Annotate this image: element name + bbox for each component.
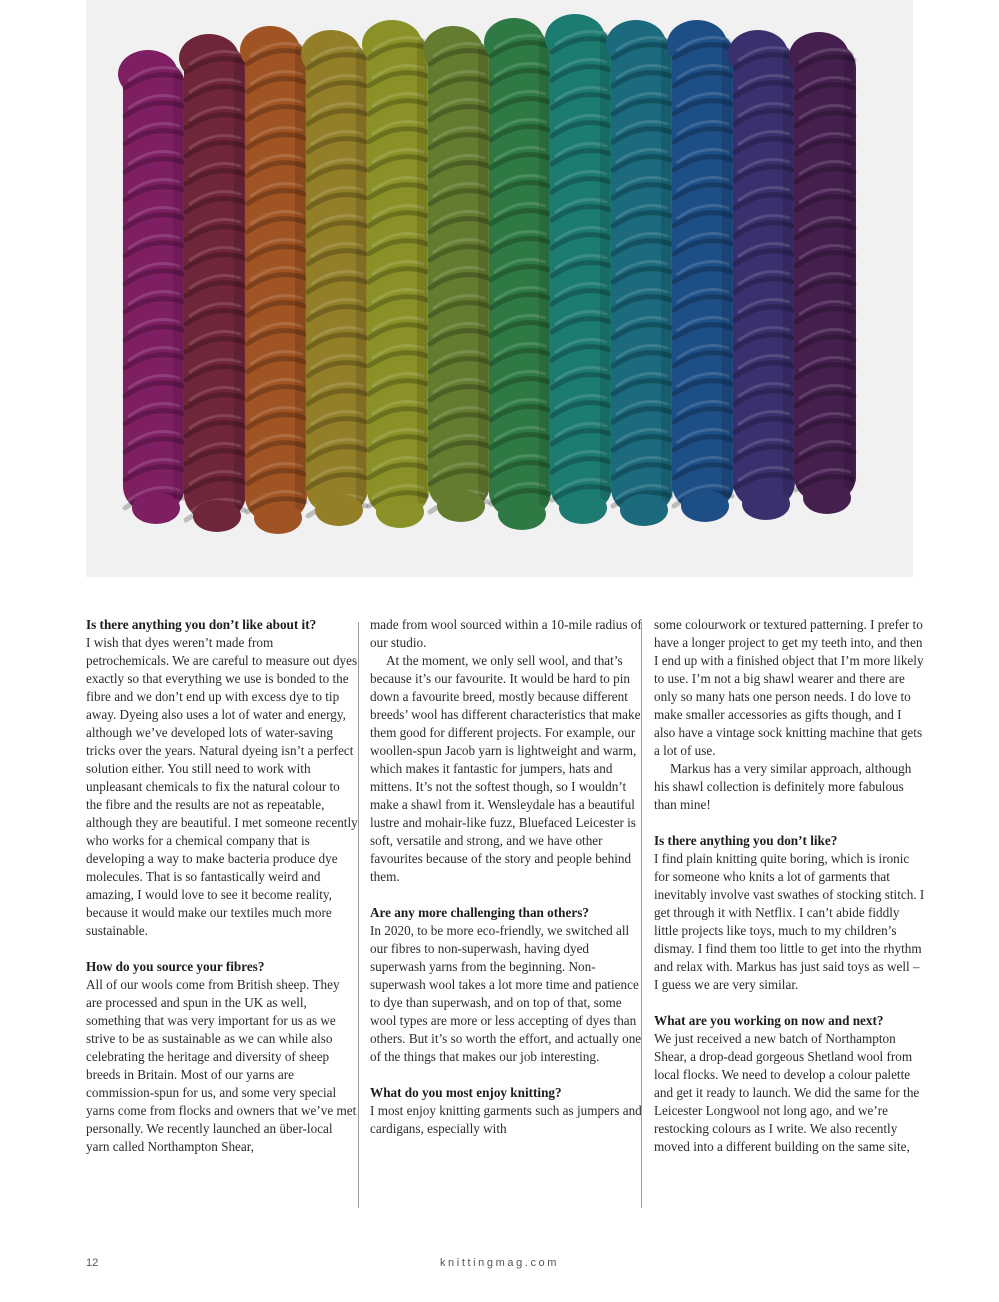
yarn-skein <box>484 18 551 530</box>
answer-paragraph: All of our wools come from British sheep. They are processed and spun in the UK as well, something that was very important for us as we strive to be as sustainable as we can while also celebrating the heritage and diversity of sheep breeds in Britain. Most of our yarns are commission-spun for us, and some very special yarns come from flocks and owners that we’ve met personally. We recently launched an über-local yarn called Northampton Shear, <box>86 977 357 1154</box>
answer-paragraph: At the moment, we only sell wool, and that’s because it’s our favourite. It would be hard to pin down a favourite breed, mostly because different breeds’ wool has different characteristics that make them good for different projects. For example, our woollen-spun Jacob yarn is lightweight and warm, which makes it fantastic for jumpers, hats and mittens. It’s not the softest though, so I wouldn’t make a shawl from it. Wensleydale has a beautiful lustre and mohair-like fuzz, Bluefaced Leicester is soft, versatile and strong, and we have other favourites because of the story and people behind them. <box>370 653 641 884</box>
paragraph-spacer <box>370 1066 642 1084</box>
section-question-heading: How do you source your fibres? <box>86 959 265 974</box>
yarn-skein <box>118 50 185 524</box>
answer-paragraph: I wish that dyes weren’t made from petrochemicals. We are careful to measure out dyes exactly so that everything we use is bonded to the fibre and we don’t end up with excess dye to tip away. Dyeing also uses a lot of water and energy, although we’ve developed lots of water-saving tricks over the years. Natural dyeing isn’t a perfect solution either. You still need to work with unpleasant chemicals to fix the natural colour to the fibre and the results are not as repeatable, although they are beautiful. I met someone recently who works for a chemical company that is developing a way to make bacteria produce dye molecules. That is so fantastically weird and amazing, I would love to see it become reality, because it would make our textiles much more sustainable. <box>86 635 358 938</box>
section-question-heading: What do you most enjoy knitting? <box>370 1085 562 1100</box>
answer-paragraph: I find plain knitting quite boring, which is ironic for someone who knits a lot of garments that inevitably involve vast swathes of stocking stitch. I get through it with Netflix. I can’t abide fiddly little projects like toys, much to my children’s dismay. I find them too little to get into the rhythm and relax with. Markus has just said toys as well – I guess we are very similar. <box>654 851 925 992</box>
paragraph-spacer <box>86 940 358 958</box>
answer-paragraph: In 2020, to be more eco-friendly, we switched all our fibres to non-superwash, having dyed superwash yarns from the beginning. Non-superwash wool takes a lot more time and patience to dye than superwash, and on top of that, some wool types are more or less accepting of dyes than others. But it’s so worth the effort, and actually one of the things that makes our job interesting. <box>370 923 642 1064</box>
paragraph-spacer <box>654 994 926 1012</box>
yarn-skein <box>179 34 246 532</box>
section-question-heading: Is there anything you don’t like about it? <box>86 617 317 632</box>
article-column-2 <box>370 616 642 1138</box>
yarn-skein <box>301 30 368 526</box>
section-question-heading: Are any more challenging than others? <box>370 905 589 920</box>
yarn-skein <box>789 32 856 514</box>
website-footer: knittingmag.com <box>439 1257 560 1269</box>
article-column-1 <box>86 616 358 1156</box>
yarn-skein <box>606 20 673 526</box>
yarn-skeins-image <box>86 0 913 577</box>
section-question-heading: What are you working on now and next? <box>654 1013 884 1028</box>
column-divider <box>641 622 642 1208</box>
answer-paragraph: I most enjoy knitting garments such as jumpers and cardigans, especially with <box>370 1103 642 1136</box>
yarn-skein <box>728 30 795 520</box>
section-question-heading: Is there anything you don’t like? <box>654 833 838 848</box>
yarn-skein <box>362 20 429 528</box>
yarn-skein <box>240 26 307 534</box>
answer-paragraph: We just received a new batch of Northampton Shear, a drop-dead gorgeous Shetland wool from local flocks. We need to develop a colour palette and get it ready to launch. We did the same for the Leicester Longwool not long ago, and we’re restocking colours as I write. We also recently moved into a different building on the same site, <box>654 1031 920 1154</box>
yarn-photo <box>86 0 913 577</box>
yarn-skein <box>667 20 734 522</box>
paragraph-spacer <box>370 886 642 904</box>
yarn-skein <box>545 14 612 524</box>
page-number: 12 <box>86 1257 99 1269</box>
answer-paragraph: made from wool sourced within a 10-mile radius of our studio. <box>370 617 642 650</box>
column-divider <box>358 622 359 1208</box>
article-column-3 <box>654 616 926 1156</box>
paragraph-spacer <box>654 814 926 832</box>
answer-paragraph: some colourwork or textured patterning. I prefer to have a longer project to get my teeth into, and then I end up with a finished object that I’m more likely to use. I’m not a big shawl wearer and there are only so many hats one person needs. I do love to make smaller accessories as gifts though, and I also have a vintage sock knitting machine that gets a lot of use. <box>654 617 924 758</box>
answer-paragraph: Markus has a very similar approach, although his shawl collection is definitely more fabulous than mine! <box>654 761 912 812</box>
yarn-skein <box>423 26 490 522</box>
